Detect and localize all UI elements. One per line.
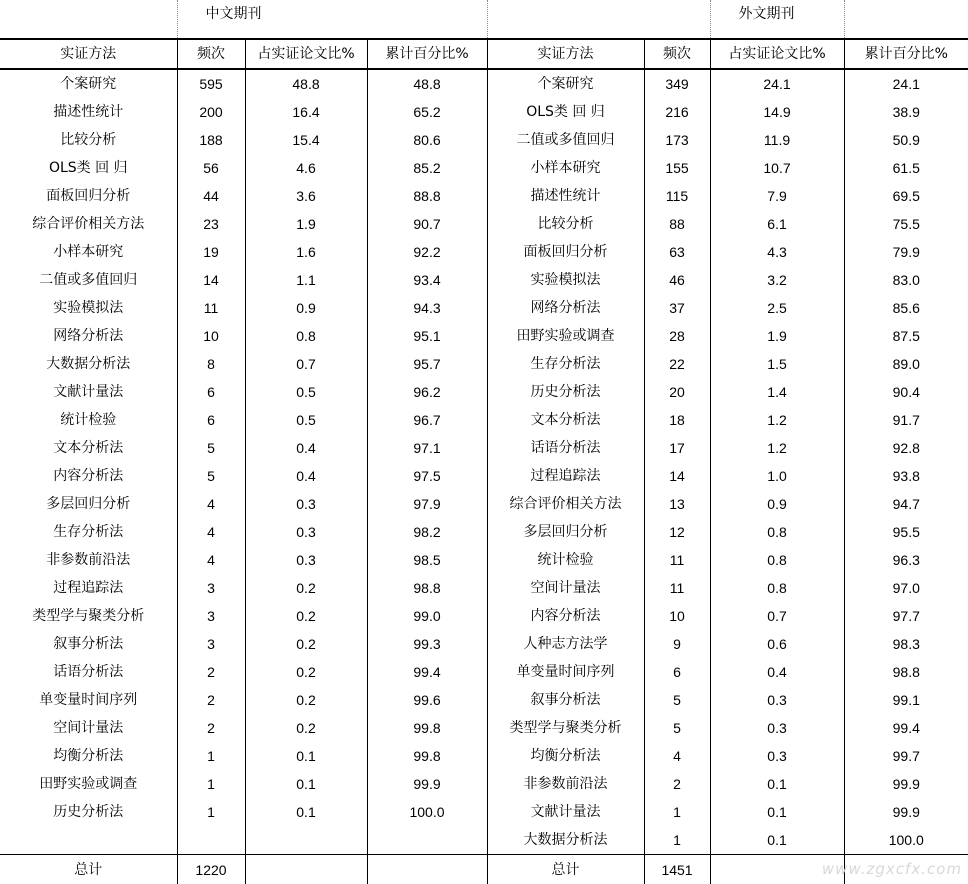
en-freq-cell: 88 <box>644 210 710 238</box>
cn-freq-empty <box>177 826 245 855</box>
col-cum-cn: 累计百分比% <box>367 39 487 69</box>
en-cum-cell: 87.5 <box>844 322 968 350</box>
en-share-cell: 1.9 <box>710 322 844 350</box>
cn-cum-cell: 98.8 <box>367 574 487 602</box>
cn-share-cell: 4.6 <box>245 154 367 182</box>
cn-cum-cell: 99.9 <box>367 770 487 798</box>
en-cum-cell: 99.7 <box>844 742 968 770</box>
col-method-en: 实证方法 <box>487 39 644 69</box>
cn-freq-cell: 5 <box>177 434 245 462</box>
en-share-cell: 0.3 <box>710 742 844 770</box>
en-share-cell: 0.1 <box>710 798 844 826</box>
table-row <box>0 658 968 686</box>
table-row <box>0 126 968 154</box>
table-row <box>0 69 968 98</box>
cn-share-cell: 0.4 <box>245 462 367 490</box>
cn-share-cell: 0.5 <box>245 378 367 406</box>
total-label-en: 总计 <box>487 855 644 884</box>
en-freq-cell: 115 <box>644 182 710 210</box>
en-share-cell: 1.2 <box>710 434 844 462</box>
cn-cum-cell: 100.0 <box>367 798 487 826</box>
en-share-cell: 0.9 <box>710 490 844 518</box>
cn-cum-cell: 85.2 <box>367 154 487 182</box>
en-method-cell: 文本分析法 <box>487 406 644 434</box>
cn-cum-cell: 99.8 <box>367 714 487 742</box>
en-freq-cell: 9 <box>644 630 710 658</box>
cn-share-cell: 1.6 <box>245 238 367 266</box>
en-cum-cell: 61.5 <box>844 154 968 182</box>
cn-cum-cell: 93.4 <box>367 266 487 294</box>
cn-cum-cell: 88.8 <box>367 182 487 210</box>
cn-method-cell: 面板回归分析 <box>0 182 177 210</box>
cn-method-cell: 话语分析法 <box>0 658 177 686</box>
en-freq-cell: 63 <box>644 238 710 266</box>
table-row <box>0 322 968 350</box>
cn-share-empty <box>245 826 367 855</box>
cn-method-cell: 大数据分析法 <box>0 350 177 378</box>
cn-method-cell: 均衡分析法 <box>0 742 177 770</box>
en-cum-cell: 99.4 <box>844 714 968 742</box>
cn-share-cell: 0.2 <box>245 686 367 714</box>
cn-freq-cell: 19 <box>177 238 245 266</box>
en-method-cell: 过程追踪法 <box>487 462 644 490</box>
cn-share-cell: 0.4 <box>245 434 367 462</box>
table-row <box>0 630 968 658</box>
en-freq-cell: 28 <box>644 322 710 350</box>
cn-freq-cell: 1 <box>177 742 245 770</box>
cn-share-cell: 48.8 <box>245 69 367 98</box>
total-freq-cn: 1220 <box>177 855 245 884</box>
cn-share-cell: 0.8 <box>245 322 367 350</box>
group-cn: 中文期刊 <box>177 0 487 39</box>
cn-cum-cell: 90.7 <box>367 210 487 238</box>
table-row <box>0 742 968 770</box>
en-share-cell: 0.1 <box>710 826 844 855</box>
en-freq-cell: 14 <box>644 462 710 490</box>
en-method-cell: 生存分析法 <box>487 350 644 378</box>
cn-cum-cell: 96.2 <box>367 378 487 406</box>
cn-freq-cell: 188 <box>177 126 245 154</box>
en-freq-cell: 11 <box>644 546 710 574</box>
table-row <box>0 182 968 210</box>
cn-method-cell: 文本分析法 <box>0 434 177 462</box>
en-share-cell: 0.4 <box>710 658 844 686</box>
en-method-cell: 比较分析 <box>487 210 644 238</box>
en-cum-cell: 99.1 <box>844 686 968 714</box>
en-share-cell: 6.1 <box>710 210 844 238</box>
en-method-cell: 类型学与聚类分析 <box>487 714 644 742</box>
en-cum-cell: 97.0 <box>844 574 968 602</box>
en-method-cell: 个案研究 <box>487 69 644 98</box>
cn-method-cell: 过程追踪法 <box>0 574 177 602</box>
table-row <box>0 378 968 406</box>
cn-freq-cell: 595 <box>177 69 245 98</box>
en-freq-cell: 12 <box>644 518 710 546</box>
cn-cum-cell: 92.2 <box>367 238 487 266</box>
en-share-cell: 0.1 <box>710 770 844 798</box>
cn-freq-cell: 44 <box>177 182 245 210</box>
cn-cum-empty <box>367 826 487 855</box>
en-freq-cell: 11 <box>644 574 710 602</box>
table-row <box>0 574 968 602</box>
en-share-cell: 0.6 <box>710 630 844 658</box>
cn-cum-cell: 99.4 <box>367 658 487 686</box>
cn-share-cell: 0.3 <box>245 546 367 574</box>
en-method-cell: 二值或多值回归 <box>487 126 644 154</box>
cn-method-cell: 文献计量法 <box>0 378 177 406</box>
en-method-cell: 话语分析法 <box>487 434 644 462</box>
cn-cum-cell: 95.1 <box>367 322 487 350</box>
en-share-cell: 2.5 <box>710 294 844 322</box>
cn-freq-cell: 4 <box>177 518 245 546</box>
cn-share-cell: 1.1 <box>245 266 367 294</box>
en-freq-cell: 22 <box>644 350 710 378</box>
cn-method-empty <box>0 826 177 855</box>
en-cum-cell: 50.9 <box>844 126 968 154</box>
cn-freq-cell: 1 <box>177 798 245 826</box>
en-freq-cell: 5 <box>644 686 710 714</box>
cn-freq-cell: 23 <box>177 210 245 238</box>
cn-freq-cell: 56 <box>177 154 245 182</box>
en-method-cell: 实验模拟法 <box>487 266 644 294</box>
en-share-cell: 1.5 <box>710 350 844 378</box>
en-cum-cell: 75.5 <box>844 210 968 238</box>
cn-share-cell: 0.1 <box>245 770 367 798</box>
cn-share-cell: 16.4 <box>245 98 367 126</box>
col-share-cn: 占实证论文比% <box>245 39 367 69</box>
cn-method-cell: 个案研究 <box>0 69 177 98</box>
en-cum-cell: 99.9 <box>844 798 968 826</box>
table-row <box>0 490 968 518</box>
table-row <box>0 518 968 546</box>
en-cum-cell: 95.5 <box>844 518 968 546</box>
col-freq-cn: 频次 <box>177 39 245 69</box>
watermark: www.zgxcfx.com <box>822 860 962 878</box>
en-share-cell: 1.0 <box>710 462 844 490</box>
en-method-cell: 内容分析法 <box>487 602 644 630</box>
total-freq-en: 1451 <box>644 855 710 884</box>
col-freq-en: 频次 <box>644 39 710 69</box>
en-freq-cell: 13 <box>644 490 710 518</box>
cn-freq-cell: 6 <box>177 406 245 434</box>
table-row <box>0 434 968 462</box>
column-header-row <box>0 39 968 69</box>
cn-share-cell: 0.2 <box>245 714 367 742</box>
table-row <box>0 602 968 630</box>
cn-method-cell: 比较分析 <box>0 126 177 154</box>
en-method-cell: 空间计量法 <box>487 574 644 602</box>
en-cum-cell: 24.1 <box>844 69 968 98</box>
en-method-cell: 小样本研究 <box>487 154 644 182</box>
en-share-cell: 0.8 <box>710 546 844 574</box>
en-cum-cell: 85.6 <box>844 294 968 322</box>
cn-method-cell: 描述性统计 <box>0 98 177 126</box>
en-freq-cell: 6 <box>644 658 710 686</box>
cn-cum-cell: 97.5 <box>367 462 487 490</box>
col-share-en: 占实证论文比% <box>710 39 844 69</box>
cn-method-cell: 二值或多值回归 <box>0 266 177 294</box>
en-method-cell: 均衡分析法 <box>487 742 644 770</box>
cn-method-cell: 单变量时间序列 <box>0 686 177 714</box>
table-row <box>0 686 968 714</box>
cn-cum-cell: 97.9 <box>367 490 487 518</box>
en-share-cell: 0.3 <box>710 686 844 714</box>
cn-freq-cell: 11 <box>177 294 245 322</box>
cn-share-cell: 0.2 <box>245 574 367 602</box>
en-share-cell: 24.1 <box>710 69 844 98</box>
en-cum-cell: 99.9 <box>844 770 968 798</box>
en-share-cell: 14.9 <box>710 98 844 126</box>
en-method-cell: 单变量时间序列 <box>487 658 644 686</box>
en-cum-cell: 98.8 <box>844 658 968 686</box>
en-cum-cell: 91.7 <box>844 406 968 434</box>
en-share-cell: 1.4 <box>710 378 844 406</box>
cn-freq-cell: 3 <box>177 630 245 658</box>
cn-freq-cell: 14 <box>177 266 245 294</box>
en-cum-cell: 83.0 <box>844 266 968 294</box>
cn-share-cell: 0.1 <box>245 798 367 826</box>
cn-share-cell: 0.3 <box>245 518 367 546</box>
en-freq-cell: 2 <box>644 770 710 798</box>
cn-freq-cell: 2 <box>177 714 245 742</box>
cn-method-cell: 空间计量法 <box>0 714 177 742</box>
cn-freq-cell: 10 <box>177 322 245 350</box>
cn-method-cell: 叙事分析法 <box>0 630 177 658</box>
table-row-extra <box>0 826 968 855</box>
table-row <box>0 798 968 826</box>
cn-share-cell: 0.2 <box>245 602 367 630</box>
cn-share-cell: 0.1 <box>245 742 367 770</box>
en-share-cell: 0.7 <box>710 602 844 630</box>
en-cum-cell: 38.9 <box>844 98 968 126</box>
cn-cum-cell: 98.5 <box>367 546 487 574</box>
en-method-cell: 多层回归分析 <box>487 518 644 546</box>
en-cum-cell: 96.3 <box>844 546 968 574</box>
en-cum-cell: 92.8 <box>844 434 968 462</box>
en-cum-cell: 93.8 <box>844 462 968 490</box>
en-method-cell: 综合评价相关方法 <box>487 490 644 518</box>
en-share-cell: 3.2 <box>710 266 844 294</box>
en-share-cell: 0.3 <box>710 714 844 742</box>
en-share-cell: 0.8 <box>710 574 844 602</box>
cn-method-cell: 网络分析法 <box>0 322 177 350</box>
cn-cum-cell: 48.8 <box>367 69 487 98</box>
en-share-cell: 0.8 <box>710 518 844 546</box>
table-row <box>0 266 968 294</box>
cn-freq-cell: 3 <box>177 602 245 630</box>
cn-cum-cell: 99.0 <box>367 602 487 630</box>
cn-method-cell: 类型学与聚类分析 <box>0 602 177 630</box>
en-method-cell: 历史分析法 <box>487 378 644 406</box>
cn-method-cell: 历史分析法 <box>0 798 177 826</box>
en-method-cell: OLS类 回 归 <box>487 98 644 126</box>
en-cum-cell: 100.0 <box>844 826 968 855</box>
cn-share-cell: 0.5 <box>245 406 367 434</box>
table-row <box>0 350 968 378</box>
cn-cum-cell: 99.3 <box>367 630 487 658</box>
en-freq-cell: 46 <box>644 266 710 294</box>
en-cum-cell: 90.4 <box>844 378 968 406</box>
en-method-cell: 面板回归分析 <box>487 238 644 266</box>
en-cum-cell: 79.9 <box>844 238 968 266</box>
en-freq-cell: 216 <box>644 98 710 126</box>
en-cum-cell: 97.7 <box>844 602 968 630</box>
table-row <box>0 294 968 322</box>
table-row <box>0 210 968 238</box>
total-label-cn: 总计 <box>0 855 177 884</box>
cn-method-cell: OLS类 回 归 <box>0 154 177 182</box>
group-en: 外文期刊 <box>710 0 844 39</box>
en-cum-cell: 98.3 <box>844 630 968 658</box>
cn-share-cell: 1.9 <box>245 210 367 238</box>
en-share-cell: 4.3 <box>710 238 844 266</box>
cn-cum-cell: 99.8 <box>367 742 487 770</box>
cn-freq-cell: 4 <box>177 490 245 518</box>
en-freq-cell: 1 <box>644 826 710 855</box>
table-row <box>0 462 968 490</box>
cn-share-cell: 0.2 <box>245 630 367 658</box>
cn-share-cell: 0.9 <box>245 294 367 322</box>
en-cum-cell: 89.0 <box>844 350 968 378</box>
cn-method-cell: 内容分析法 <box>0 462 177 490</box>
en-share-cell: 10.7 <box>710 154 844 182</box>
cn-method-cell: 田野实验或调查 <box>0 770 177 798</box>
cn-share-cell: 3.6 <box>245 182 367 210</box>
en-method-cell: 叙事分析法 <box>487 686 644 714</box>
cn-method-cell: 小样本研究 <box>0 238 177 266</box>
en-freq-cell: 20 <box>644 378 710 406</box>
en-method-cell: 文献计量法 <box>487 798 644 826</box>
en-freq-cell: 173 <box>644 126 710 154</box>
table-row <box>0 770 968 798</box>
col-method-cn: 实证方法 <box>0 39 177 69</box>
cn-method-cell: 综合评价相关方法 <box>0 210 177 238</box>
table-row <box>0 238 968 266</box>
cn-method-cell: 生存分析法 <box>0 518 177 546</box>
en-freq-cell: 17 <box>644 434 710 462</box>
cn-cum-cell: 98.2 <box>367 518 487 546</box>
col-cum-en: 累计百分比% <box>844 39 968 69</box>
cn-freq-cell: 6 <box>177 378 245 406</box>
cn-cum-cell: 97.1 <box>367 434 487 462</box>
table-row <box>0 406 968 434</box>
en-share-cell: 1.2 <box>710 406 844 434</box>
table-row <box>0 98 968 126</box>
en-freq-cell: 4 <box>644 742 710 770</box>
cn-share-cell: 0.2 <box>245 658 367 686</box>
cn-method-cell: 实验模拟法 <box>0 294 177 322</box>
cn-freq-cell: 2 <box>177 686 245 714</box>
cn-cum-cell: 96.7 <box>367 406 487 434</box>
en-method-cell: 统计检验 <box>487 546 644 574</box>
cn-freq-cell: 8 <box>177 350 245 378</box>
cn-cum-cell: 95.7 <box>367 350 487 378</box>
cn-freq-cell: 2 <box>177 658 245 686</box>
en-cum-cell: 69.5 <box>844 182 968 210</box>
cn-freq-cell: 5 <box>177 462 245 490</box>
cn-share-cell: 15.4 <box>245 126 367 154</box>
cn-freq-cell: 200 <box>177 98 245 126</box>
en-method-cell: 人种志方法学 <box>487 630 644 658</box>
en-share-cell: 11.9 <box>710 126 844 154</box>
en-method-cell: 非参数前沿法 <box>487 770 644 798</box>
en-share-cell: 7.9 <box>710 182 844 210</box>
cn-cum-cell: 99.6 <box>367 686 487 714</box>
cn-freq-cell: 3 <box>177 574 245 602</box>
cn-method-cell: 多层回归分析 <box>0 490 177 518</box>
en-freq-cell: 37 <box>644 294 710 322</box>
en-method-cell: 大数据分析法 <box>487 826 644 855</box>
cn-method-cell: 统计检验 <box>0 406 177 434</box>
table-row <box>0 714 968 742</box>
en-cum-cell: 94.7 <box>844 490 968 518</box>
cn-share-cell: 0.3 <box>245 490 367 518</box>
group-header-row <box>0 0 968 39</box>
en-method-cell: 田野实验或调查 <box>487 322 644 350</box>
cn-share-cell: 0.7 <box>245 350 367 378</box>
en-freq-cell: 10 <box>644 602 710 630</box>
cn-cum-cell: 65.2 <box>367 98 487 126</box>
en-method-cell: 网络分析法 <box>487 294 644 322</box>
cn-freq-cell: 4 <box>177 546 245 574</box>
en-freq-cell: 349 <box>644 69 710 98</box>
table-row <box>0 546 968 574</box>
en-freq-cell: 155 <box>644 154 710 182</box>
cn-cum-cell: 94.3 <box>367 294 487 322</box>
table-row <box>0 154 968 182</box>
en-freq-cell: 18 <box>644 406 710 434</box>
en-freq-cell: 5 <box>644 714 710 742</box>
cn-cum-cell: 80.6 <box>367 126 487 154</box>
en-method-cell: 描述性统计 <box>487 182 644 210</box>
cn-freq-cell: 1 <box>177 770 245 798</box>
cn-method-cell: 非参数前沿法 <box>0 546 177 574</box>
en-freq-cell: 1 <box>644 798 710 826</box>
